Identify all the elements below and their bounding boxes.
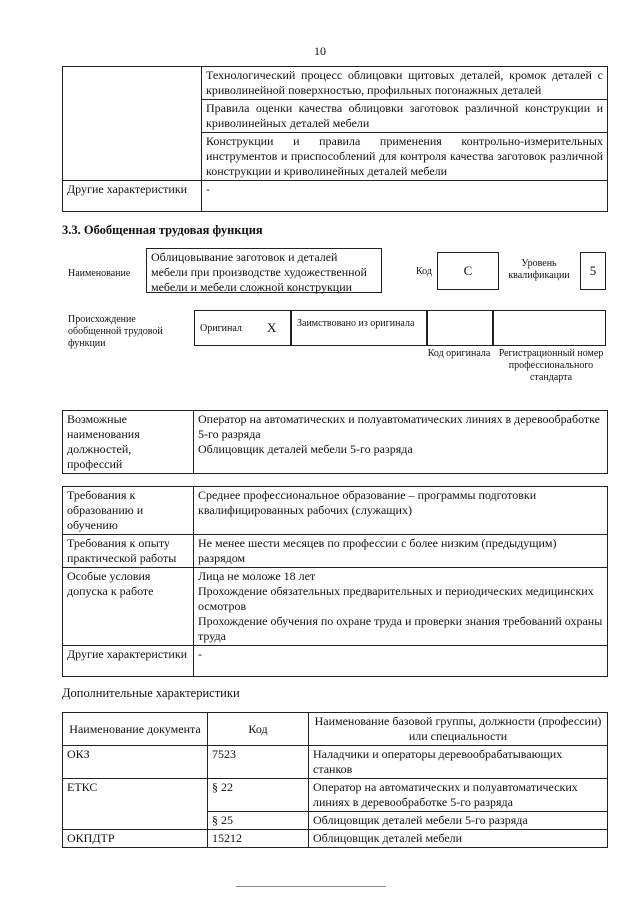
requirements-table xyxy=(62,486,608,677)
header-code: Код xyxy=(208,713,309,746)
positions-label: Возможные наименования должностей, профессий xyxy=(63,411,194,474)
divider xyxy=(290,310,292,346)
cell-code: § 22 xyxy=(208,779,309,812)
req-label: Другие характеристики xyxy=(63,646,194,677)
table-row xyxy=(63,535,608,568)
section-title: 3.3. Обобщенная трудовая функция xyxy=(62,223,263,237)
origin-label: Происхождение обобщенной трудовой функции xyxy=(68,314,163,349)
name-label: Наименование xyxy=(68,268,131,279)
borrowed-label: Заимствовано из оригинала xyxy=(297,318,415,329)
req-value: - xyxy=(194,646,608,677)
footer-divider xyxy=(236,886,386,887)
table-cell: Правила оценки качества облицовки заготовок различной конструкции и криволинейных деталей мебели xyxy=(202,100,608,133)
code-value: C xyxy=(437,252,499,290)
additional-title: Дополнительные характеристики xyxy=(62,686,240,700)
req-value xyxy=(194,568,608,646)
header-doc: Наименование документа xyxy=(63,713,208,746)
reg-number-caption: Регистрационный номер профессионального стандарта xyxy=(498,348,604,383)
cell-code: 7523 xyxy=(208,746,309,779)
page-number: 10 xyxy=(314,44,326,58)
table-cell: Конструкции и правила применения контрольно-измерительных инструментов и приспособлений для контроля качества заготовок различной конструкции и криволинейных деталей мебели xyxy=(202,133,608,181)
table-row xyxy=(63,830,608,848)
table-row xyxy=(63,411,608,474)
req-item: Прохождение обязательных предварительных и периодических медицинских осмотров xyxy=(198,584,594,613)
table-row xyxy=(63,67,608,100)
req-value: Среднее профессиональное образование – программы подготовки квалифицированных рабочих (служащих) xyxy=(194,487,608,535)
level-label: Уровень квалификации xyxy=(508,258,570,281)
other-value: - xyxy=(202,181,608,212)
req-label: Требования к опыту практической работы xyxy=(63,535,194,568)
table-row xyxy=(63,779,608,812)
req-item: Лица не моложе 18 лет xyxy=(198,569,316,583)
code-original-caption: Код оригинала xyxy=(427,348,491,359)
header-name: Наименование базовой группы, должности (профессии) или специальности xyxy=(309,713,608,746)
req-label: Особые условия допуска к работе xyxy=(63,568,194,646)
cell-doc: ЕТКС xyxy=(63,779,208,830)
req-value: Не менее шести месяцев по профессии с более низким (предыдущим) разрядом xyxy=(194,535,608,568)
cell-code: 15212 xyxy=(208,830,309,848)
positions-table xyxy=(62,410,608,474)
cell-doc: ОКЗ xyxy=(63,746,208,779)
cell-doc: ОКПДТР xyxy=(63,830,208,848)
cell-code: § 25 xyxy=(208,812,309,830)
position-item: Облицовщик деталей мебели 5-го разряда xyxy=(198,442,413,456)
other-label: Другие характеристики xyxy=(63,181,202,212)
table-header-row xyxy=(63,713,608,746)
level-value: 5 xyxy=(580,252,606,290)
code-label: Код xyxy=(416,266,432,277)
cell-name: Облицовщик деталей мебели 5-го разряда xyxy=(309,812,608,830)
divider xyxy=(492,310,494,346)
original-label: Оригинал xyxy=(200,323,242,334)
table-row xyxy=(63,746,608,779)
additional-table xyxy=(62,712,608,848)
cell-name: Облицовщик деталей мебели xyxy=(309,830,608,848)
positions-value xyxy=(194,411,608,474)
table-cell: Технологический процесс облицовки щитовых деталей, кромок деталей с криволинейной поверхностью, профильных погонажных деталей xyxy=(202,67,608,100)
table-row xyxy=(63,568,608,646)
cell-name: Оператор на автоматических и полуавтоматических линиях в деревообработке 5-го разряда xyxy=(309,779,608,812)
knowledge-table xyxy=(62,66,608,212)
empty-cell xyxy=(63,67,202,181)
req-item: Прохождение обучения по охране труда и проверки знания требований охраны труда xyxy=(198,614,603,643)
table-row xyxy=(63,487,608,535)
table-row xyxy=(63,646,608,677)
function-name: Облицовывание заготовок и деталей мебели при производстве художественной мебели и мебели сложной конструкции xyxy=(146,248,382,293)
position-item: Оператор на автоматических и полуавтоматических линиях в деревообработке 5-го разряда xyxy=(198,412,601,441)
req-label: Требования к образованию и обучению xyxy=(63,487,194,535)
cell-name: Наладчики и операторы деревообрабатывающих станков xyxy=(309,746,608,779)
table-row xyxy=(63,181,608,212)
divider xyxy=(426,310,428,346)
original-mark: X xyxy=(267,320,277,335)
